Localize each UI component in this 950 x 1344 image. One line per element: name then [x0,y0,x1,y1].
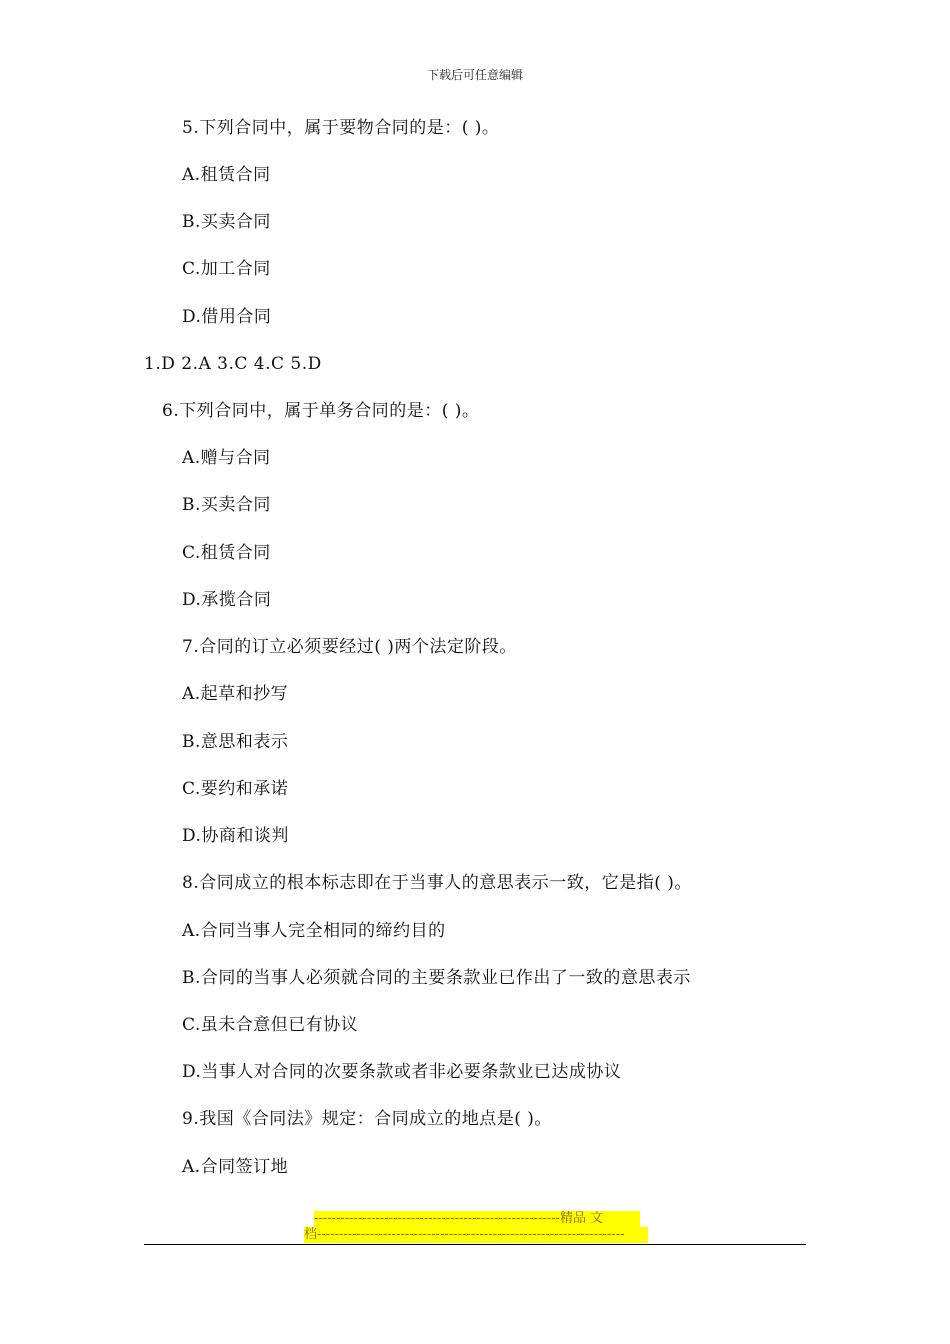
option-7a: A.起草和抄写 [182,684,289,704]
option-8a: A.合同当事人完全相同的缔约目的 [182,921,446,941]
footer-watermark-line2: 档---------------------------------------------------------------------- [304,1227,648,1243]
option-6a: A.赠与合同 [182,448,271,468]
option-7c: C.要约和承诺 [182,779,289,799]
option-5b: B.买卖合同 [182,212,271,232]
option-5d: D.借用合同 [182,307,272,327]
footer-divider [144,1244,806,1245]
option-6b: B.买卖合同 [182,495,271,515]
question-7: 7.合同的订立必须要经过( )两个法定阶段。 [182,637,517,657]
option-8c: C.虽未合意但已有协议 [182,1015,359,1035]
option-8b: B.合同的当事人必须就合同的主要条款业已作出了一致的意思表示 [182,968,691,988]
question-9: 9.我国《合同法》规定：合同成立的地点是( )。 [182,1109,552,1129]
page-header: 下载后可任意编辑 [426,68,523,82]
option-5c: C.加工合同 [182,259,271,279]
option-5a: A.租赁合同 [182,165,271,185]
option-9a: A.合同签订地 [182,1157,289,1177]
option-8d: D.当事人对合同的次要条款或者非必要条款业已达成协议 [182,1062,622,1082]
question-6: 6.下列合同中，属于单务合同的是：( )。 [162,401,480,421]
question-8: 8.合同成立的根本标志即在于当事人的意思表示一致，它是指( )。 [182,873,692,893]
option-6d: D.承揽合同 [182,590,272,610]
option-6c: C.租赁合同 [182,543,271,563]
question-5: 5.下列合同中，属于要物合同的是：( )。 [182,118,500,138]
option-7d: D.协商和谈判 [182,826,289,846]
footer-watermark-line1: --------------------------------------------------------精品 文 [314,1211,640,1227]
option-7b: B.意思和表示 [182,732,289,752]
answer-key: 1.D 2.A 3.C 4.C 5.D [144,354,322,374]
